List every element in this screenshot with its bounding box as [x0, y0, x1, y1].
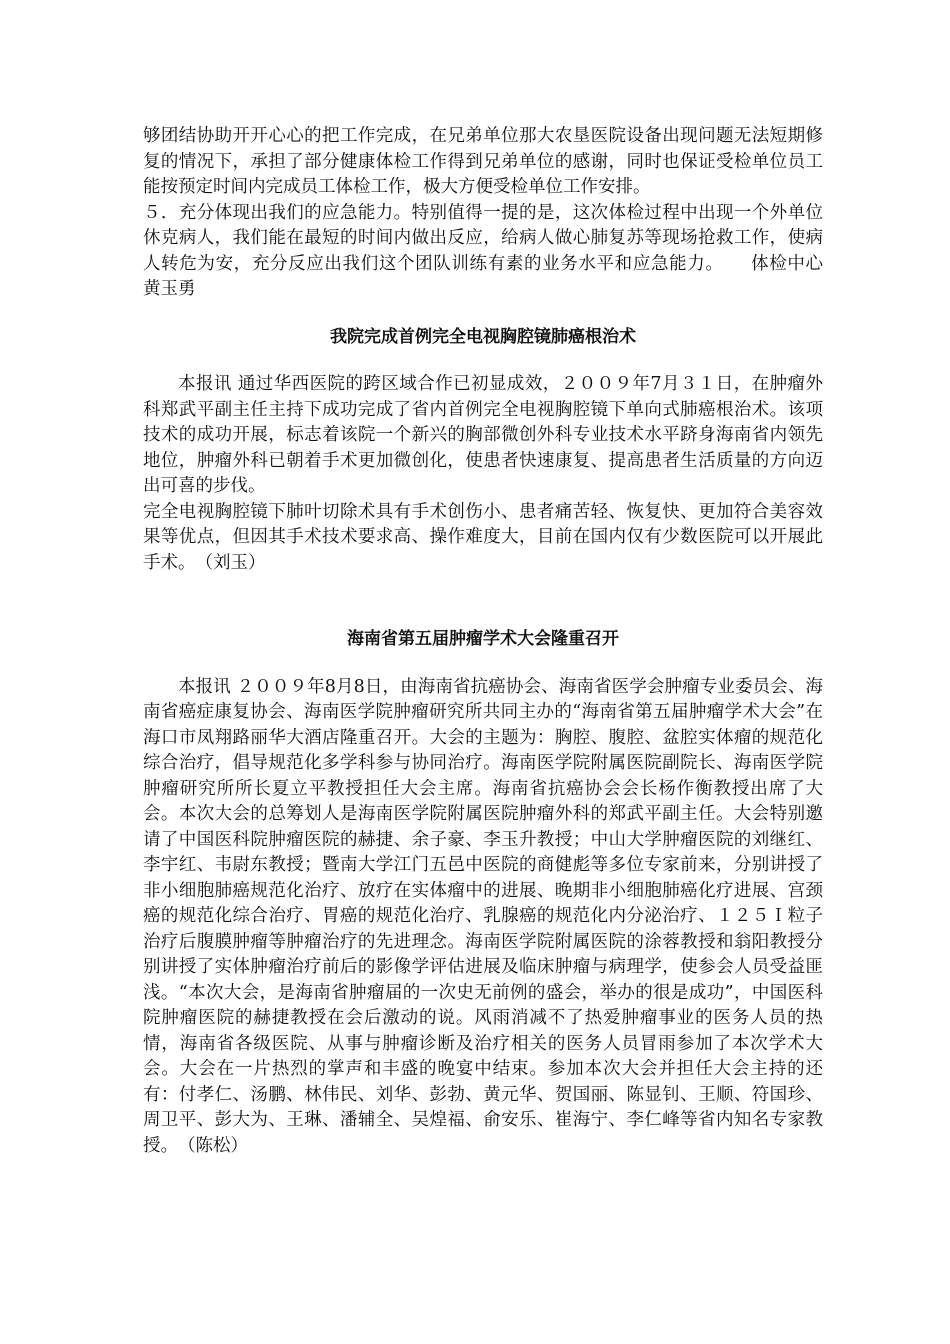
article1-paragraph-2: 完全电视胸腔镜下肺叶切除术具有手术创伤小、患者痛苦轻、恢复快、更加符合美容效果等优点，但因其手术技术要求高、操作难度大，目前在国内仅有少数医院可以开展此手术。 （刘玉） — [143, 501, 823, 573]
continuation-paragraph-2: ５．充分体现出我们的应急能力。特别值得一提的是，这次体检过程中出现一个外单位休克病人，我们能在最短的时间内做出反应，给病人做心肺复苏等现场抢救工作，使病人转危为安，充分反应出我们这个团队训练有素的业务水平和应急能力。 体检中心 黄玉勇 — [143, 202, 841, 299]
article1-title: 我院完成首例完全电视胸腔镜肺癌根治术 — [330, 326, 636, 347]
continuation-paragraph-1: 够团结协助开开心心的把工作完成，在兄弟单位那大农垦医院设备出现问题无法短期修复的情况下，承担了部分健康体检工作得到兄弟单位的感谢，同时也保证受检单位员工能按预定时间内完成员工体检工作，极大方便受检单位工作安排。 — [143, 126, 823, 197]
document-page — [143, 124, 841, 1159]
article2-paragraph-1: 本报讯 ２００９年8月8日，由海南省抗癌协会、海南省医学会肿瘤专业委员会、海南省癌症康复协会、海南医学院肿瘤研究所共同主办的“海南省第五届肿瘤学术大会”在海口市凤翔路丽华大酒店隆重召开。大会的主题为：胸腔、腹腔、盆腔实体瘤的规范化综合治疗，倡导规范化多学科参与协同治疗。海南医学院附属医院副院长、海南医学院肿瘤研究所所长夏立平教授担任大会主席。海南省抗癌协会会长杨作衡教授出席了大会。本次大会的总筹划人是海南医学院附属医院肿瘤外科的郑武平副主任。大会特别邀请了中国医科院肿瘤医院的赫捷、余子豪、李玉升教授；中山大学肿瘤医院的刘继红、李宇红、韦尉东教授；暨南大学江门五邑中医院的商健彪等多位专家前来，分别讲授了非小细胞肺癌规范化治疗、放疗在实体瘤中的进展、晚期非小细胞肺癌化疗进展、宫颈癌的规范化综合治疗、胃癌的规范化治疗、乳腺癌的规范化内分泌治疗、１２５Ｉ粒子治疗后腹膜肿瘤等肿瘤治疗的先进理念。海南医学院附属医院的涂蓉教授和翁阳教授分别讲授了实体肿瘤治疗前后的影像学评估进展及临床肿瘤与病理学，使参会人员受益匪浅。“本次大会，是海南省肿瘤届的一次史无前例的盛会，举办的很是成功”，中国医科院肿瘤医院的赫捷教授在会后激动的说。风雨消减不了热爱肿瘤事业的医务人员的热情，海南省各级医院、从事与肿瘤诊断及治疗相关的医务人员冒雨参加了本次学术大会。大会在一片热烈的掌声和丰盛的晚宴中结束。参加本次大会并担任大会主持的还有：付孝仁、汤鹏、林伟民、刘华、彭勃、黄元华、贺国丽、陈显钊、王顺、符国珍、周卫平、彭大为、王琳、潘辅全、吴煌福、俞安乐、崔海宁、李仁峰等省内知名专家教授。 （陈松） — [143, 676, 823, 1156]
article2-title: 海南省第五届肿瘤学术大会隆重召开 — [347, 629, 619, 649]
article1-paragraph-1: 本报讯 通过华西医院的跨区域合作已初显成效，２００９年7月３１日，在肿瘤外科郑武平副主任主持下成功完成了省内首例完全电视胸腔镜下单向式肺癌根治术。该项技术的成功开展，标志着该院一个新兴的胸部微创外科专业技术水平跻身海南省内领先地位，肿瘤外科已朝着手术更加微创化，使患者快速康复、提高患者生活质量的方向迈出可喜的步伐。 — [143, 374, 823, 496]
